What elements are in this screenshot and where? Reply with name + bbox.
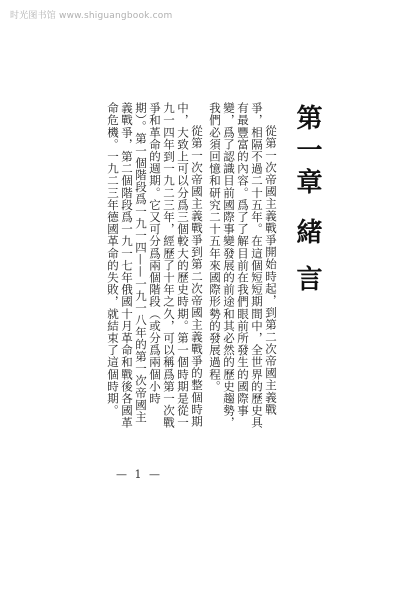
paragraph-2: 從第一次帝國主義戰爭到第二次帝國主義戰爭的整個時期中，大致上可以分爲三個較大的歷史時期。第一個時期是從一九一四年到一九二三年，經歷了十年之久，可以稱爲第一次戰爭和革命的週期。它又可分爲兩個階段（或分爲兩個小時期）。第一個階段爲一九一四——一九一八年的第一次帝國主義戰爭，第二個階段爲一九一七年俄國十月革命和戰後各國革命危機。一九二三年德國革命的失敗，就結束了這個時期。 <box>106 102 204 429</box>
page-number: — 1 — <box>116 468 162 481</box>
page-content <box>92 102 322 432</box>
chapter-heading <box>292 102 322 432</box>
chapter-title: 緒 言 <box>292 218 322 298</box>
chapter-number: 第一章 <box>292 104 322 200</box>
paragraph-1: 從第一次帝國主義戰爭開始時起，到第二次帝國主義戰爭，相隔不過二十五年。在這個短短期間中，全世界的歷史具有最豐富的內容。爲了了解目前在我們眼前所發生的國際事變，爲了認識目前國際事變發展的前途和其必然的歷史趨勢，我們必須回憶和研究二十五年來國際形勢的發展過程。 <box>208 102 278 429</box>
watermark-text: 时光图书馆 www.shiguangbook.com <box>10 11 173 21</box>
